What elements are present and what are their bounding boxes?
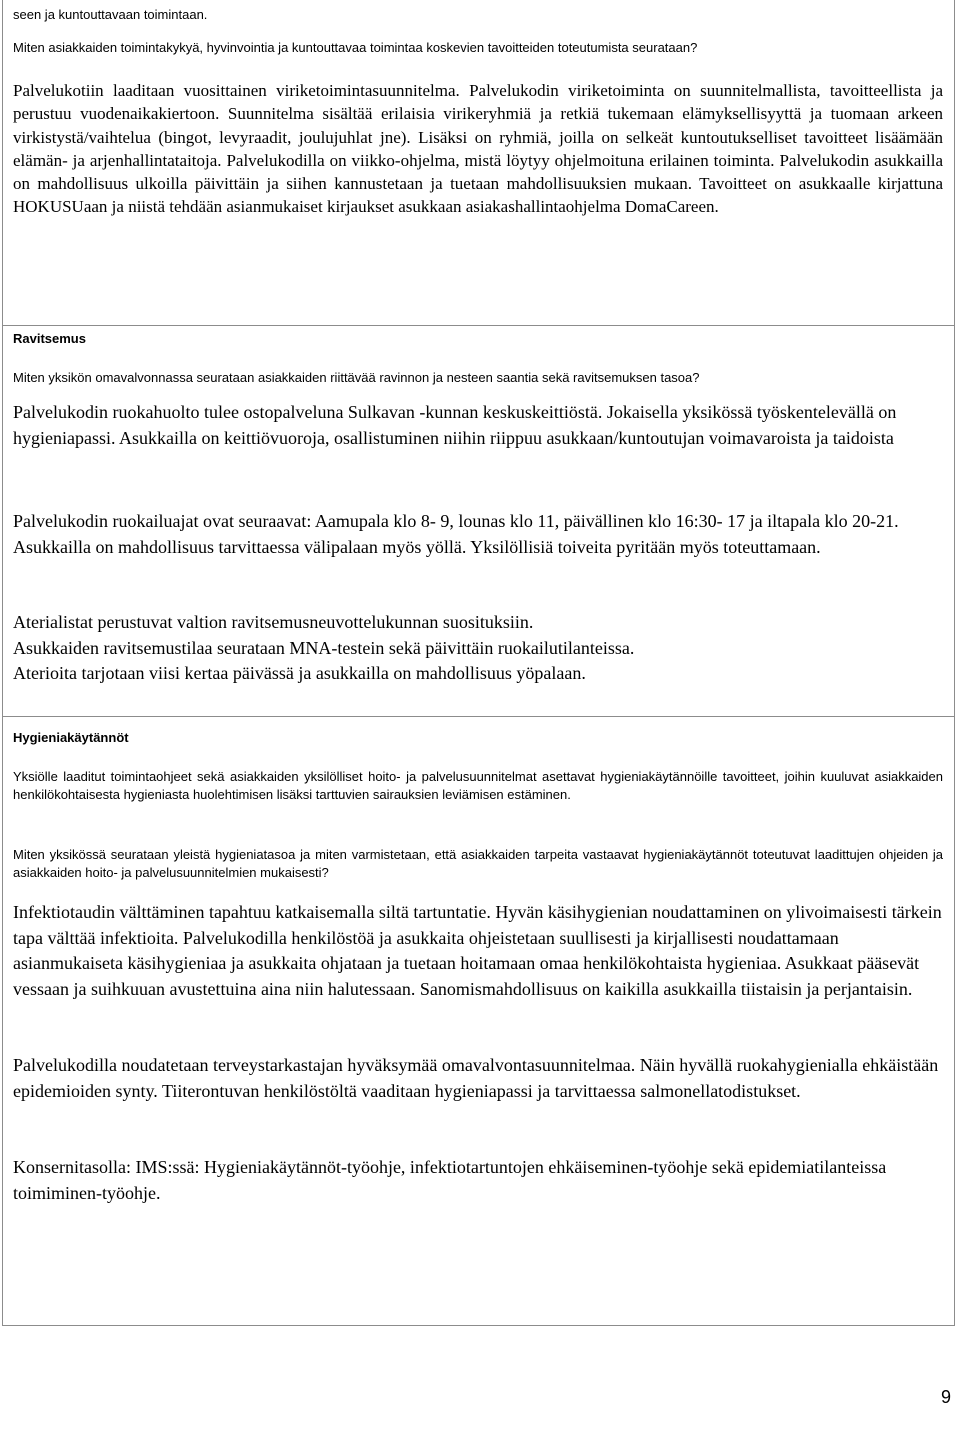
ravitsemus-line-2: Asukkaiden ravitsemustilaa seurataan MNA-testein sekä päivittäin ruokailutilanteissa. — [13, 638, 635, 658]
ravitsemus-paragraph-2: Palvelukodin ruokailuajat ovat seuraavat: Aamupala klo 8- 9, lounas klo 11, päivällinen klo 16:30- 17 ja iltapala klo 20-21. Asukkailla on mahdollisuus tarvittaessa välipalaan myös yöllä. Yksilöllisiä toiveita pyritään myös toteuttamaan. — [13, 511, 899, 557]
hygienia-intro: Yksiölle laaditut toimintaohjeet sekä asiakkaiden yksilölliset hoito- ja palvelusuunnitelmat asettavat hygieniakäytännöille tavoitteet, joihin kuuluvat asiakkaiden henkilökohtaisesta hygieniasta huolehtimisen lisäksi tarttuvien sairauksien leviämisen estäminen. — [13, 769, 943, 802]
ravitsemus-paragraph-1: Palvelukodin ruokahuolto tulee ostopalveluna Sulkavan -kunnan keskuskeittiöstä. Jokaisella yksikössä työskentelevällä on hygieniapassi. Asukkailla on keittiövuoroja, osallistuminen niihin riippuu asukkaan/kuntoutujan voimavaroista ja taidoista — [13, 402, 897, 448]
ravitsemus-question: Miten yksikön omavalvonnassa seurataan asiakkaiden riittävää ravinnon ja nesteen saantia sekä ravitsemuksen tasoa? — [13, 370, 700, 385]
activities-answer: Palvelukotiin laaditaan vuosittainen viriketoimintasuunnitelma. Palvelukodin viriketoiminta on suunnitelmallista, tavoitteellista ja perustuu vuodenaikakiertoon. Suunnitelma sisältää erilaisia virikeryhmiä ja retkiä tukemaan elämyksellisyyttä ja tuomaan arkeen virkistystä/vaihtelua (bingot, levyraadit, joulujuhlat jne). Lisäksi on ryhmiä, joilla on selkeät kuntoutukselliset tavoitteet lisäämään elämän- ja arjenhallintataitoja. Palvelukodilla on viikko-ohjelma, mistä löytyy ohjelmoituna erilainen toiminta. Palvelukodin asukkailla on mahdollisuus ulkoilla päivittäin ja siihen kannustetaan ja tuetaan mahdollisuuksien mukaan. Tavoitteet on asukkaalle kirjattuna HOKUSUaan ja niistä tehdään asianmukaiset kirjaukset asukkaan asiakashallintaohjelma DomaCareen. — [13, 81, 943, 217]
page-number: 9 — [940, 1387, 951, 1407]
ravitsemus-heading: Ravitsemus — [13, 331, 86, 346]
ravitsemus-line-3: Aterioita tarjotaan viisi kertaa päivässä ja asukkailla on mahdollisuus yöpalaan. — [13, 663, 586, 683]
section-box-hygienia — [2, 716, 955, 1326]
hygienia-paragraph-2: Palvelukodilla noudatetaan terveystarkastajan hyväksymää omavalvontasuunnitelmaa. Näin hyvällä ruokahygienialla ehkäistään epidemioiden synty. Tiiterontuvan henkilöstöltä vaaditaan hygieniapassi ja tarvittaessa salmonellatodistukset. — [13, 1055, 939, 1101]
hygienia-question: Miten yksikössä seurataan yleistä hygieniatasoa ja miten varmistetaan, että asiakkaiden tarpeita vastaavat hygieniakäytännöt toteutuvat laadittujen ohjeiden ja asiakkaiden hoito- ja palvelusuunnitelmien mukaisesti? — [13, 847, 943, 880]
intro-line: seen ja kuntouttavaan toimintaan. — [13, 7, 208, 22]
hygienia-heading: Hygieniakäytännöt — [13, 730, 129, 745]
hygienia-paragraph-3: Konsernitasolla: IMS:ssä: Hygieniakäytännöt-työohje, infektiotartuntojen ehkäiseminen-työohje sekä epidemiatilanteissa toimiminen-työohje. — [13, 1157, 887, 1203]
hygienia-paragraph-1: Infektiotaudin välttäminen tapahtuu katkaisemalla siltä tartuntatie. Hyvän käsihygienian noudattaminen on ylivoimaisesti tärkein tapa välttää infektioita. Palvelukodilla henkilöstöä ja asukkaita ohjeistetaan suullisesti ja kirjallisesti noudattamaan asianmukaiseta käsihygieniaa ja asukkaita ohjataan ja tuetaan hoitamaan omaa henkilökohtaista hygieniaa. Asukkaat pääsevät vessaan ja suihkuuan avustettuina aina niin halutessaan. Sanomismahdollisuus on kaikilla asukkailla tiistaisin ja perjantaisin. — [13, 902, 942, 999]
ravitsemus-line-1: Aterialistat perustuvat valtion ravitsemusneuvottelukunnan suosituksiin. — [13, 612, 534, 632]
activities-question: Miten asiakkaiden toimintakykyä, hyvinvointia ja kuntouttavaa toimintaa koskevien tavoitteiden toteutumista seurataan? — [13, 40, 698, 55]
